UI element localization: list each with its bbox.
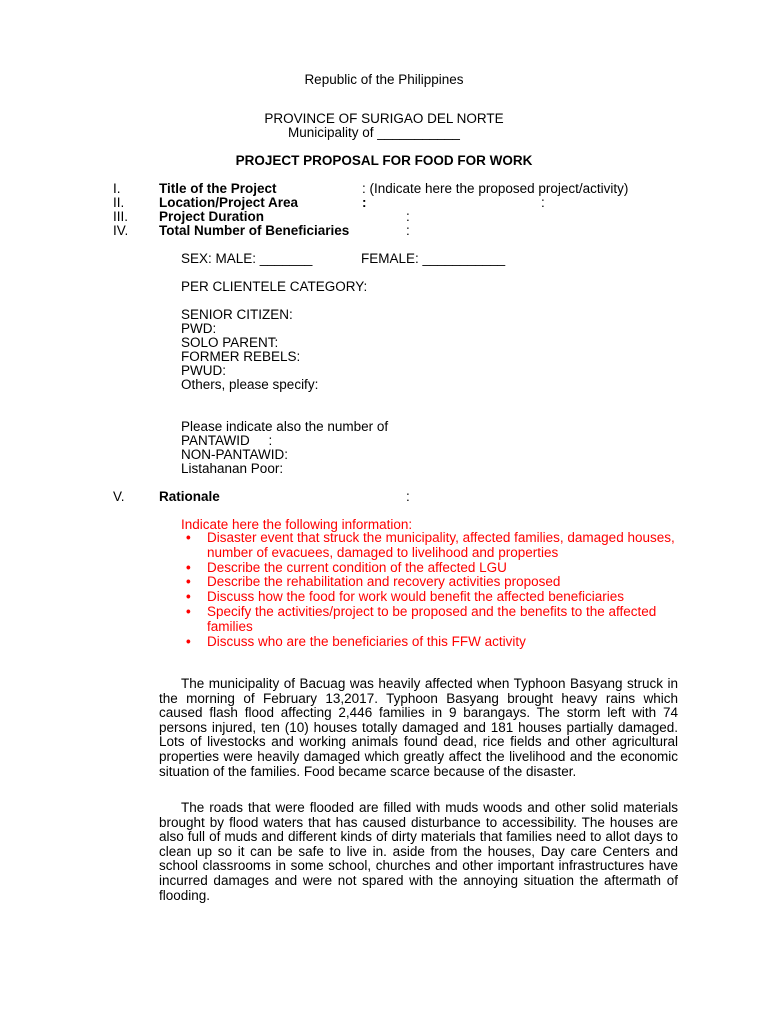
sex-male-field: SEX: MALE: _______ xyxy=(181,251,313,266)
sex-female-field: FEMALE: ___________ xyxy=(361,251,506,266)
section-value: : xyxy=(362,195,367,210)
clientele-heading: PER CLIENTELE CATEGORY: xyxy=(181,279,368,294)
section-value: : (Indicate here the proposed project/activity) xyxy=(362,181,629,196)
instructions-list xyxy=(180,531,680,649)
section-number: II. xyxy=(113,195,125,210)
instruction-item: • Specify the activities/project to be proposed and the benefits to the affected families xyxy=(180,605,680,635)
instruction-item: • Describe the current condition of the affected LGU xyxy=(180,561,680,576)
section-number: IV. xyxy=(113,223,129,238)
section-label: Location/Project Area xyxy=(159,195,299,210)
body-paragraph xyxy=(159,677,678,779)
section-value: : xyxy=(406,223,410,238)
document-title: PROJECT PROPOSAL FOR FOOD FOR WORK xyxy=(235,153,533,168)
paragraph-text: The municipality of Bacuag was heavily affected when Typhoon Basyang struck in the morning of February 13,2017. Typhoon Basyang brought heavy rains which caused flash flood affecting 2,446 families in 9 barangays. The storm left with 74 persons injured, ten (10) houses totally damaged and 181 houses partially damaged. Lots of livestocks and working animals found dead, rice fields and other agricultural properties were heavily damaged which greatly affect the livelihood and the economic situation of the families. Food became scarce because of the disaster. xyxy=(159,676,678,779)
clientele-item: SOLO PARENT: xyxy=(181,335,279,350)
instructions-heading: Indicate here the following information: xyxy=(181,517,413,532)
paragraph-text: The roads that were flooded are filled with muds woods and other solid materials brought by flood waters that has caused disturbance to accessibility. The houses are also full of muds and different kinds of dirty materials that families need to allot days to clean up so it can be safe to live in. aside from the houses, Day care Centers and school classrooms in some school, churches and other important infrastructures have incurred damages and were not spared with the annoying situation the aftermath of flooding. xyxy=(159,800,678,903)
clientele-item: Others, please specify: xyxy=(181,377,319,392)
location-colon: : xyxy=(541,195,545,210)
section-value: : xyxy=(406,489,410,504)
instruction-item: • Discuss how the food for work would benefit the affected beneficiaries xyxy=(180,590,680,605)
body-paragraph xyxy=(159,801,678,903)
clientele-item: FORMER REBELS: xyxy=(181,349,301,364)
indicate-item: NON-PANTAWID: xyxy=(181,447,288,462)
instruction-item: • Disaster event that struck the municipality, affected families, damaged houses, number of evacuees, damaged to livelihood and properties xyxy=(180,531,680,561)
clientele-item: PWD: xyxy=(181,321,217,336)
municipality-line: Municipality of ___________ xyxy=(288,125,460,140)
indicate-item: Listahanan Poor: xyxy=(181,461,284,476)
clientele-item: PWUD: xyxy=(181,363,226,378)
province-line: PROVINCE OF SURIGAO DEL NORTE xyxy=(264,111,504,126)
section-label: Rationale xyxy=(159,489,220,504)
section-label: Total Number of Beneficiaries xyxy=(159,223,350,238)
instruction-item: • Describe the rehabilitation and recovery activities proposed xyxy=(180,575,680,590)
section-number: III. xyxy=(113,209,129,224)
section-value: : xyxy=(406,209,410,224)
indicate-item: PANTAWID : xyxy=(181,433,273,448)
instruction-item: • Discuss who are the beneficiaries of this FFW activity xyxy=(180,635,680,650)
section-number: V. xyxy=(113,489,125,504)
section-label: Project Duration xyxy=(159,209,265,224)
republic-line: Republic of the Philippines xyxy=(304,72,464,87)
section-label: Title of the Project xyxy=(159,181,277,196)
indicate-heading: Please indicate also the number of xyxy=(181,419,389,434)
section-number: I. xyxy=(113,181,121,196)
clientele-item: SENIOR CITIZEN: xyxy=(181,307,293,322)
